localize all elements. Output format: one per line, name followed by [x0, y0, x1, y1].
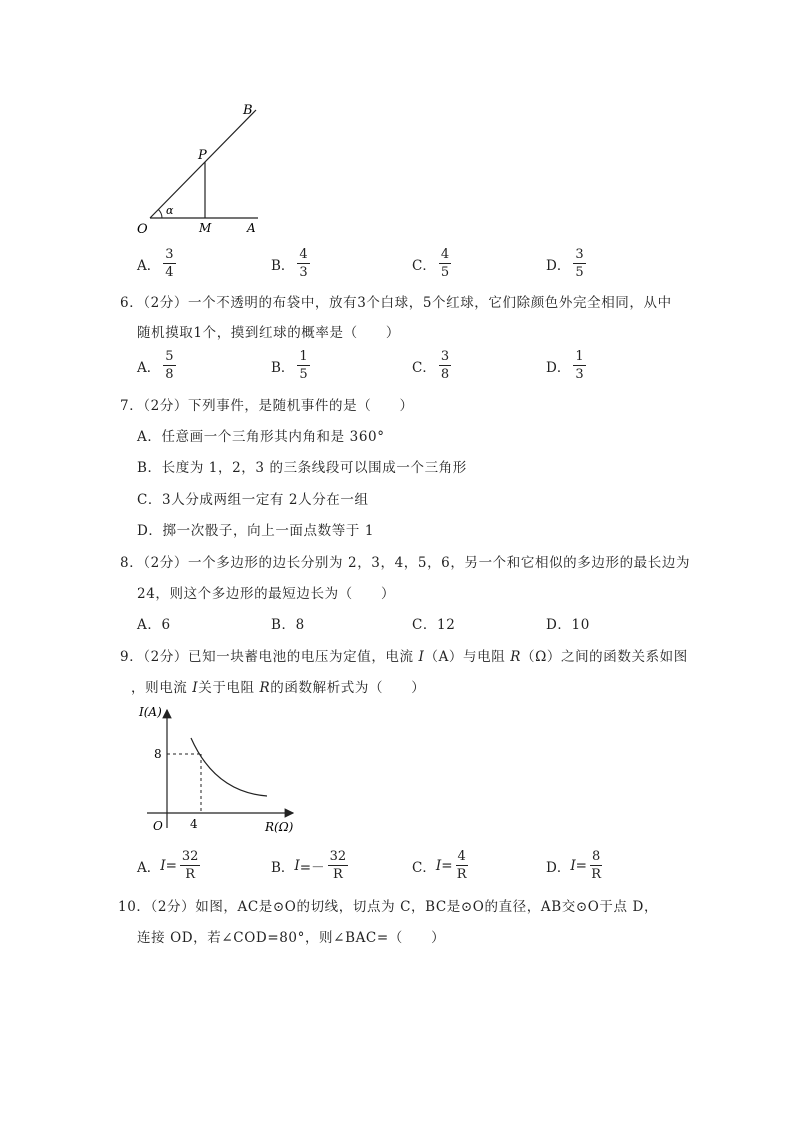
q5-option-a[interactable]	[137, 248, 176, 279]
inverse-function-graph	[135, 700, 305, 840]
q7-stem: 7．（2分）下列事件，是随机事件的是（ ）	[120, 398, 414, 414]
equals: =	[165, 857, 177, 874]
q5-option-b[interactable]	[271, 248, 310, 279]
fraction	[439, 350, 451, 381]
q9-stem-line2	[131, 676, 425, 696]
q9-text: （A）与电阻	[424, 649, 511, 665]
q10-stem-line2: 连接 OD，若∠COD=80°，则∠BAC=（ ）	[137, 930, 446, 946]
option-letter: D．	[546, 257, 571, 274]
equals: =	[575, 857, 587, 874]
label-b: B	[243, 103, 253, 118]
q9-text: ，则电流	[131, 680, 193, 696]
q8-option-d[interactable]: D．10	[546, 617, 590, 633]
label-a: A	[247, 221, 256, 235]
denominator: R	[456, 867, 467, 882]
angle-arc	[158, 210, 162, 219]
option-letter: A．	[137, 359, 161, 376]
option-letter: B．	[271, 359, 295, 376]
q9-stem-line1	[120, 645, 688, 665]
numerator: 3	[165, 247, 174, 262]
var-i: I	[192, 680, 199, 696]
fraction	[163, 248, 175, 279]
label-m: M	[199, 221, 212, 235]
denominator: 4	[165, 265, 174, 280]
numerator: 32	[181, 849, 199, 864]
fraction	[439, 248, 451, 279]
var-i: I	[435, 857, 442, 874]
q5-option-d[interactable]	[546, 248, 586, 279]
q7-option-a[interactable]: A．任意画一个三角形其内角和是 360°	[137, 429, 385, 445]
q8-stem-line2: 24，则这个多边形的最短边长为（ ）	[137, 586, 396, 602]
x-tick-4: 4	[190, 817, 198, 831]
numerator: 3	[440, 349, 450, 364]
numerator: 32	[329, 849, 347, 864]
var-i: I	[570, 857, 576, 874]
denominator: 5	[299, 367, 308, 382]
fraction	[328, 850, 349, 881]
numerator: 3	[575, 247, 584, 262]
label-o: O	[137, 222, 148, 237]
q10-stem-line1: 10．（2分）如图，AC是⊙O的切线，切点为 C，BC是⊙O的直径，AB交⊙O于点 D，	[118, 899, 659, 915]
fraction	[180, 850, 201, 881]
numerator: 1	[299, 349, 308, 364]
y-axis-label: I(A)	[139, 705, 162, 719]
option-letter: C．	[412, 359, 436, 376]
numerator: 5	[165, 349, 174, 364]
q6-option-d[interactable]	[546, 350, 586, 381]
fraction	[456, 850, 468, 881]
numerator: 4	[457, 849, 466, 864]
option-letter: D．	[546, 859, 571, 876]
q8-stem-line1: 8．（2分）一个多边形的边长分别为 2，3，4，5，6，另一个和它相似的多边形的最长边为	[120, 555, 691, 571]
angle-figure	[130, 98, 280, 238]
q9-text: 9．（2分）已知一块蓄电池的电压为定值，电流	[120, 649, 419, 665]
q9-option-b[interactable]	[271, 850, 348, 881]
label-alpha: α	[166, 204, 174, 217]
numerator: 8	[591, 849, 601, 864]
equals: =	[441, 857, 453, 874]
option-letter: B．	[271, 859, 295, 876]
option-letter: A．	[137, 257, 161, 274]
numerator: 4	[299, 247, 308, 262]
denominator: R	[332, 867, 343, 882]
var-r: R	[510, 649, 521, 665]
q6-stem-line1: 6．（2分）一个不透明的布袋中，放有3个白球，5个红球，它们除颜色外完全相同，从中	[120, 295, 672, 311]
denominator: R	[591, 867, 602, 882]
var-r: R	[259, 680, 271, 696]
option-letter: D．	[546, 359, 571, 376]
q6-stem-line2: 随机摸取1个，摸到红球的概率是（ ）	[137, 325, 400, 341]
q6-option-b[interactable]	[271, 350, 310, 381]
numerator: 1	[575, 349, 584, 364]
denominator: 3	[575, 367, 584, 382]
label-p: P	[198, 148, 207, 163]
option-letter: C．	[412, 859, 436, 876]
q9-option-c[interactable]	[412, 850, 468, 881]
q7-option-c[interactable]: C．3人分成两组一定有 2人分在一组	[137, 492, 369, 508]
denominator: 3	[299, 265, 308, 280]
q8-option-b[interactable]: B．8	[271, 617, 305, 633]
origin-label: O	[153, 819, 163, 833]
fraction	[573, 350, 585, 381]
q6-option-a[interactable]	[137, 350, 176, 381]
q8-option-c[interactable]: C．12	[412, 617, 456, 633]
q9-option-d[interactable]	[546, 850, 602, 881]
denominator: R	[185, 867, 196, 882]
x-axis-label: R(Ω)	[265, 820, 294, 834]
option-letter: A．	[137, 859, 161, 876]
q9-text: （Ω）之间的函数关系如图	[520, 649, 688, 665]
q8-option-a[interactable]: A．6	[137, 617, 171, 633]
fraction	[297, 350, 309, 381]
var-i: I	[294, 857, 300, 874]
option-letter: C．	[412, 257, 436, 274]
numerator: 4	[440, 247, 450, 262]
var-i: I	[160, 857, 166, 874]
y-tick-8: 8	[154, 747, 162, 761]
fraction	[163, 350, 175, 381]
q7-option-b[interactable]: B．长度为 1，2，3 的三条线段可以围成一个三角形	[137, 460, 467, 476]
fraction	[590, 850, 602, 881]
q9-option-a[interactable]	[137, 850, 200, 881]
q6-option-c[interactable]	[412, 350, 451, 381]
fraction	[297, 248, 309, 279]
q7-option-d[interactable]: D．掷一次骰子，向上一面点数等于 1	[137, 523, 375, 539]
denominator: 8	[440, 367, 450, 382]
denominator: 5	[575, 265, 584, 280]
denominator: 8	[165, 367, 174, 382]
q9-text: 关于电阻	[198, 680, 260, 696]
q5-option-c[interactable]	[412, 248, 451, 279]
hyperbola-curve	[191, 738, 267, 796]
q9-text: 的函数解析式为（ ）	[270, 680, 426, 696]
fraction	[573, 248, 585, 279]
denominator: 5	[440, 265, 450, 280]
ray-ob	[150, 110, 256, 218]
option-letter: B．	[271, 257, 295, 274]
equals: =－	[299, 859, 325, 876]
var-i: I	[418, 649, 425, 665]
